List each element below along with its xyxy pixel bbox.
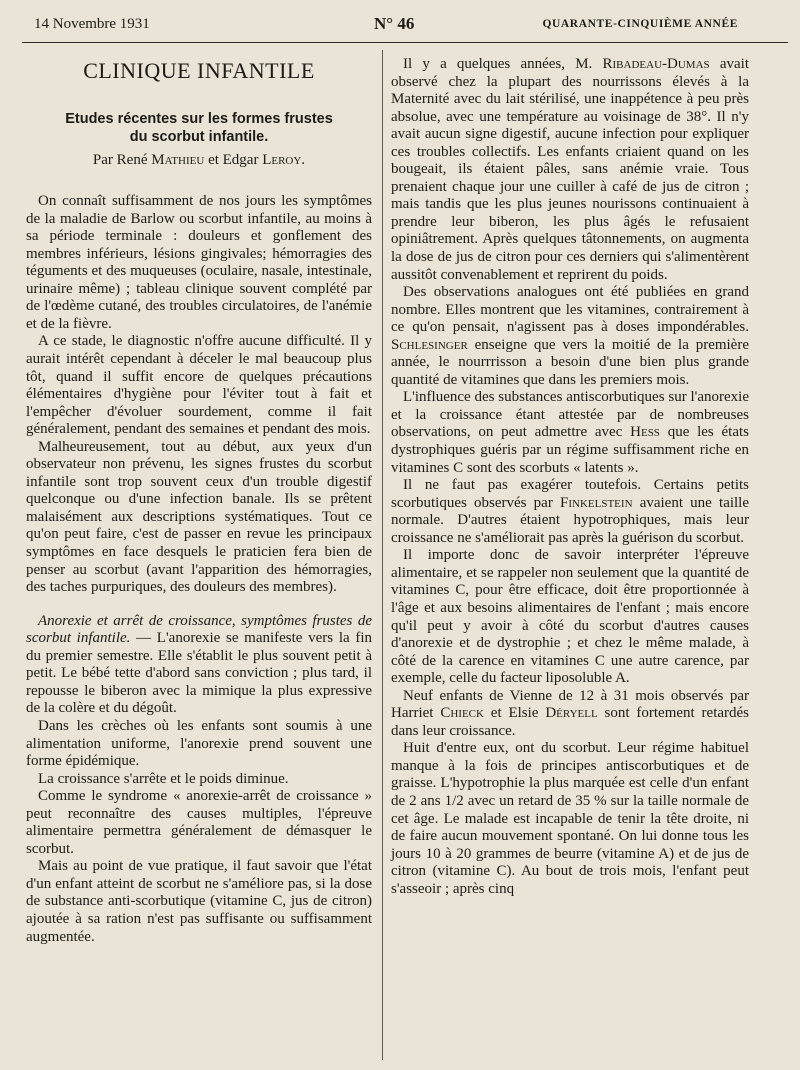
paragraph-anorexie <box>26 613 372 718</box>
paragraph-text: Il y a quelques années, M. <box>403 56 593 72</box>
paragraph-text: L'influence des substances antiscorbutiques sur l'anorexie et la croissance étant attestée par de nombreuses observations, on peut admettre avec <box>391 389 749 441</box>
paragraph <box>391 284 749 389</box>
author-leroy: Leroy. <box>262 151 306 168</box>
name-schlesinger: Schlesinger <box>391 336 468 353</box>
article-title-line2: du scorbut infantile. <box>129 128 269 145</box>
paragraph-text: que les états dystrophiques guéris par un régime suffisamment riche en vitamines C sont des scorbuts « latents ». <box>391 424 750 476</box>
paragraph <box>391 389 749 477</box>
author-mathieu: Mathieu <box>151 151 205 168</box>
paragraph: Il importe donc de savoir interpréter l'épreuve alimentaire, et se rappeler non seulement que la quantité de vitamines C, pour être efficace, doit être proportionnée à l'âge et aux besoins alimentaires de l'enfant ; mais encore qu'il peut y avoir à côté du scorbut d'autres causes d'anorexie et de dystrophie ; et chez le même malade, à côté de la carence en vitamines C une autre carence, par exemple, celle du facteur liposoluble A. <box>391 547 749 687</box>
name-hess: Hess <box>630 424 660 441</box>
paragraph-text: avaient une taille normale. D'autres étaient hypotrophiques, mais leur croissance ne s'améliorait pas après la guérison du scorbut. <box>391 494 750 546</box>
page-header <box>22 14 788 43</box>
byline <box>26 152 372 170</box>
paragraph-text: — L'anorexie se manifeste vers la fin du premier semestre. Elle s'établit le plus souvent petit à petit. Le bébé tette d'abord sans conviction ; plus tard, il repousse le biberon avec la mimique la plus expressive de la colère et du dégoût. <box>26 630 372 717</box>
right-column <box>391 56 749 898</box>
paragraph-text: enseigne que vers la moitié de la première année, le nourrrisson a besoin d'une bien plus grande quantité de vitamines que dans les premiers mois. <box>391 336 749 388</box>
paragraph <box>391 477 749 547</box>
issue-date: 14 Novembre 1931 <box>34 16 150 32</box>
article-title <box>26 110 372 146</box>
section-title: CLINIQUE INFANTILE <box>83 58 315 83</box>
paragraph: La croissance s'arrête et le poids diminue. <box>38 770 289 787</box>
paragraph: Malheureusement, tout au début, aux yeux d'un observateur non prévenu, les signes frustes du scorbut infantile sont trop souvent ceux d'un trouble digestif quelconque ou d'une infection banale. Ils se prêtent malaisément aux descriptions systématiques. Tout ce qu'on peut faire, c'est de passer en revue les principaux symptômes en face desquels le praticien fera bien de penser au scorbut (avant l'apparition des hémorragies, des taches purpuriques, des douleurs des membres). <box>26 438 372 596</box>
byline-prefix: Par René <box>92 151 148 168</box>
issue-number: N° 46 <box>374 14 415 33</box>
paragraph-text: Neuf enfants de Vienne de 12 à 31 mois observés par Harriet <box>391 687 749 722</box>
column-divider <box>382 50 383 1060</box>
name-finkelstein: Finkelstein <box>560 494 633 511</box>
paragraph <box>391 688 749 741</box>
paragraph: On connaît suffisamment de nos jours les symptômes de la maladie de Barlow ou scorbut infantile, au moins à sa période terminale : douleurs et gonflement des membres inférieurs, lésions gingivales; hémorragies des téguments et des muqueuses (oculaire, nasale, intestinale, urinaire même) ; tableau clinique souvent complété par de l'œdème cutané, des troubles circulatoires, de l'anémie et de la fièvre. <box>26 193 372 332</box>
paragraph-text: avait observé chez la plupart des nourrissons élevés à la Maternité avec du lait stérilisé, une inappétence à peu près absolue, avec une température au voisinage de 38°. Il n'y avait aucun signe digestif, aucune infection pour expliquer ces troubles collectifs. Les enfants criaient quand on les bougeait, ils étaient pâles, sans anémie vraie. Tous prenaient chaque jour une cuiller à café de jus de citron ; mais tandis que les plus jeunes nourissons continuaient à prendre leur biberon, les plus âgés le refusaient opiniâtrement. Après quelques tâtonnements, on augmenta la dose de jus de citron pour ces derniers qui s'alimentèrent aussitôt convenablement et reprirent du poids. <box>391 56 749 283</box>
paragraph <box>391 56 749 284</box>
name-chieck: Chieck <box>440 705 484 722</box>
article-title-line1: Etudes récentes sur les formes frustes <box>65 110 333 127</box>
volume-year: QUARANTE-CINQUIÈME ANNÉE <box>542 18 738 30</box>
paragraph: Comme le syndrome « anorexie-arrêt de croissance » peut reconnaître des causes multiples, l'épreuve alimentaire permettra généralement de démasquer le scorbut. <box>26 788 372 857</box>
left-column <box>26 56 372 946</box>
paragraph: Huit d'entre eux, ont du scorbut. Leur régime habituel manque à la fois de principes antiscorbutiques et de graisse. L'hypotrophie la plus marquée est celle d'un enfant de 2 ans 1/2 avec un retard de 35 % sur la taille normale de cet âge. Le malade est incapable de tenir la tête droite, ni de faire aucun mouvement spontané. On lui donne tous les jours 10 à 20 grammes de beurre (vitamine A) et de jus de citron (vitamine C). Au bout de trois mois, l'enfant peut s'asseoir ; après cinq <box>391 740 749 897</box>
byline-and: et Edgar <box>208 151 259 168</box>
subheading-italic: Anorexie et arrêt de croissance, symptômes frustes de scorbut infantile. <box>26 612 372 647</box>
paragraph-text: sont fortement retardés dans leur croissance. <box>391 705 750 739</box>
name-deryell: Déryell <box>545 705 598 722</box>
paragraph: A ce stade, le diagnostic n'offre aucune difficulté. Il y aurait intérêt cependant à déceler le mal beaucoup plus tôt, quand il suffit encore de quelques précautions élémentaires d'hygiène pour l'éviter tout à fait et l'empêcher d'évoluer sourdement, comme il fait généralement, pendant des semaines et pendant des mois. <box>26 333 372 438</box>
paragraph: Mais au point de vue pratique, il faut savoir que l'état d'un enfant atteint de scorbut ne s'améliore pas, si la dose de substance anti-scorbutique (vitamine C, jus de citron) ajoutée à sa ration n'est pas suffisante ou suffisamment augmentée. <box>26 858 372 945</box>
paragraph-text: Il ne faut pas exagérer toutefois. Certains petits scorbutiques observés par <box>391 477 749 511</box>
paragraph: Dans les crèches où les enfants sont soumis à une alimentation uniforme, l'anorexie prend souvent une forme épidémique. <box>26 717 372 770</box>
name-ribadeau-dumas: Ribadeau-Dumas <box>602 56 710 72</box>
paragraph-text: et Elsie <box>483 705 539 722</box>
paragraph-text: Des observations analogues ont été publiées en grand nombre. Elles montrent que les vitamines, contrairement à ce qu'on pensait, n'agissent pas à doses impondérables. <box>391 284 749 336</box>
